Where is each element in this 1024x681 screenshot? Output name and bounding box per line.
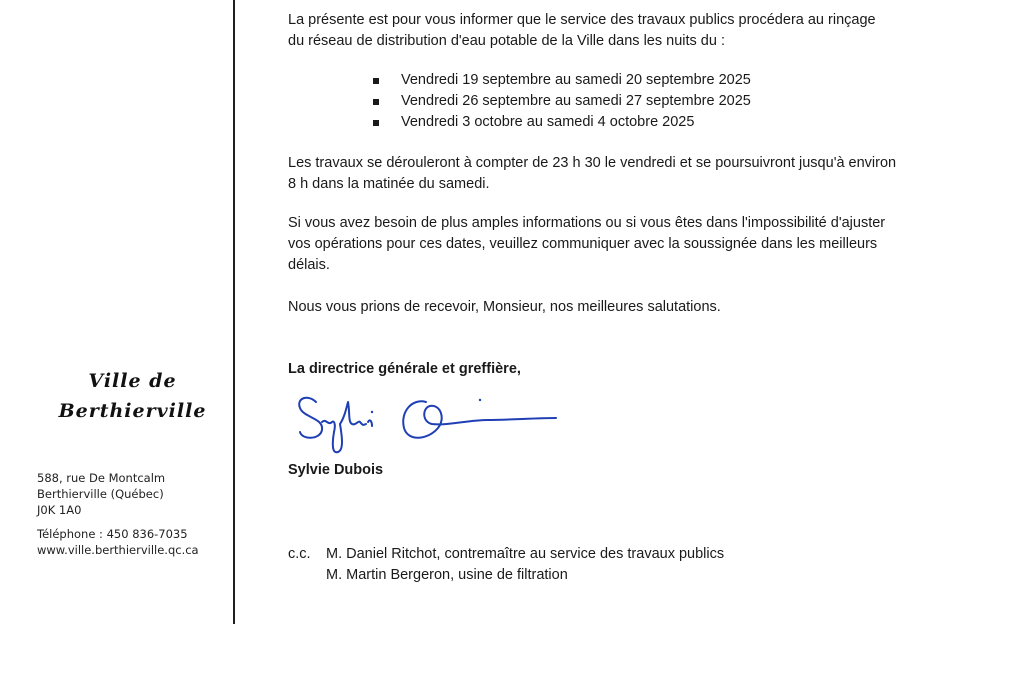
schedule-line: Les travaux se dérouleront à compter de 23 h 30 le vendredi et se poursuivront jusqu'à environ: [288, 155, 897, 171]
town-name-line1: Ville de: [88, 370, 177, 392]
intro-line: du réseau de distribution d'eau potable de la Ville dans les nuits du :: [288, 33, 725, 49]
cc-recipient: M. Martin Bergeron, usine de filtration: [326, 567, 568, 583]
signer-name: Sylvie Dubois: [288, 462, 384, 478]
address-street: 588, rue De Montcalm: [37, 471, 166, 485]
handwritten-signature: [288, 388, 558, 458]
cc-recipient: M. Daniel Ritchot, contremaître au service des travaux publics: [326, 546, 725, 562]
town-name-logo: [40, 366, 225, 426]
address-website: www.ville.berthierville.qc.ca: [37, 543, 199, 557]
list-item: Vendredi 3 octobre au samedi 4 octobre 2025: [373, 112, 751, 133]
address-phone: Téléphone : 450 836-7035: [37, 527, 188, 541]
contact-line: Si vous avez besoin de plus amples informations ou si vous êtes dans l'impossibilité d'ajuster: [288, 215, 886, 231]
contact-paragraph: [288, 213, 908, 276]
town-address-block: [37, 470, 199, 558]
town-name-line2: Berthierville: [58, 400, 207, 422]
list-item: Vendredi 26 septembre au samedi 27 septembre 2025: [373, 91, 751, 112]
signer-title: La directrice générale et greffière,: [288, 361, 521, 377]
schedule-line: 8 h dans la matinée du samedi.: [288, 176, 490, 192]
list-item: Vendredi 19 septembre au samedi 20 septembre 2025: [373, 70, 751, 91]
contact-line: vos opérations pour ces dates, veuillez communiquer avec la soussignée dans les meilleurs: [288, 236, 878, 252]
address-city: Berthierville (Québec): [37, 487, 164, 501]
letterhead-divider: [233, 0, 235, 624]
cc-label: c.c.: [288, 546, 311, 562]
address-postal-code: J0K 1A0: [37, 503, 82, 517]
closing-paragraph: Nous vous prions de recevoir, Monsieur, nos meilleures salutations.: [288, 299, 721, 315]
letterhead-sidebar: [0, 0, 232, 681]
schedule-paragraph: [288, 153, 908, 195]
dates-list: [373, 70, 751, 133]
intro-line: La présente est pour vous informer que le service des travaux publics procédera au rinçage: [288, 12, 876, 28]
carbon-copy-block: [288, 544, 724, 586]
intro-paragraph: [288, 10, 908, 52]
contact-line: délais.: [288, 257, 330, 273]
